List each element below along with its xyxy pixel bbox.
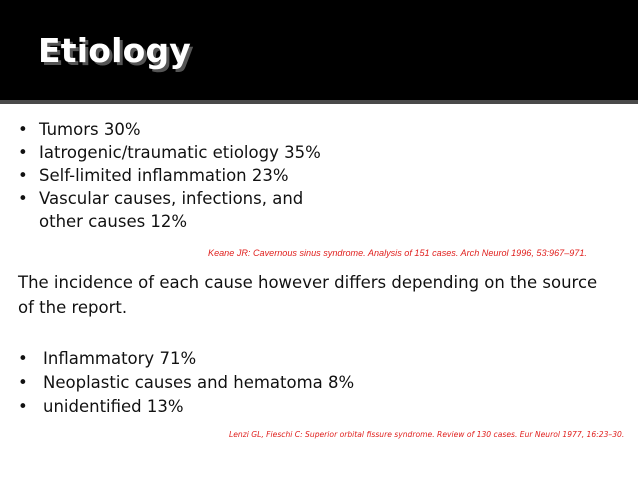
- bullet-marker: •: [18, 397, 28, 416]
- body-paragraph: The incidence of each cause however differs depending on the source of the report.: [18, 273, 598, 317]
- list-item: [18, 118, 338, 141]
- bullet-marker: •: [18, 349, 28, 368]
- bullet-marker: •: [18, 166, 28, 185]
- list-item: [18, 164, 338, 187]
- list-item-text: Iatrogenic/traumatic etiology 35%: [39, 143, 321, 162]
- bullet-marker: •: [18, 120, 28, 139]
- bullet-marker: •: [18, 373, 28, 392]
- list-item-text: Inflammatory 71%: [43, 349, 197, 368]
- list-item: [18, 347, 438, 371]
- list-item: [18, 141, 338, 164]
- citation-keane: Keane JR: Cavernous sinus syndrome. Analysis of 151 cases. Arch Neurol 1996, 53:967–971.: [208, 248, 587, 258]
- list-item-text: Tumors 30%: [39, 120, 141, 139]
- title-divider: [0, 100, 638, 104]
- list-item-text: Vascular causes, infections, and other causes 12%: [39, 189, 304, 231]
- list-item-text: Self-limited inflammation 23%: [39, 166, 289, 185]
- bullet-list-etiology: [18, 118, 338, 233]
- citation-lenzi: Lenzi GL, Fieschi C: Superior orbital fissure syndrome. Review of 130 cases. Eur Neurol 1977, 16:23–30.: [229, 430, 625, 439]
- list-item: [18, 395, 438, 419]
- bullet-marker: •: [18, 143, 28, 162]
- bullet-marker: •: [18, 189, 28, 208]
- list-item-text: unidentified 13%: [43, 397, 184, 416]
- list-item: [18, 371, 438, 395]
- bullet-list-incidence: [18, 347, 438, 419]
- list-item: [18, 187, 338, 233]
- slide-title: Etiology: [38, 31, 192, 70]
- list-item-text: Neoplastic causes and hematoma 8%: [43, 373, 355, 392]
